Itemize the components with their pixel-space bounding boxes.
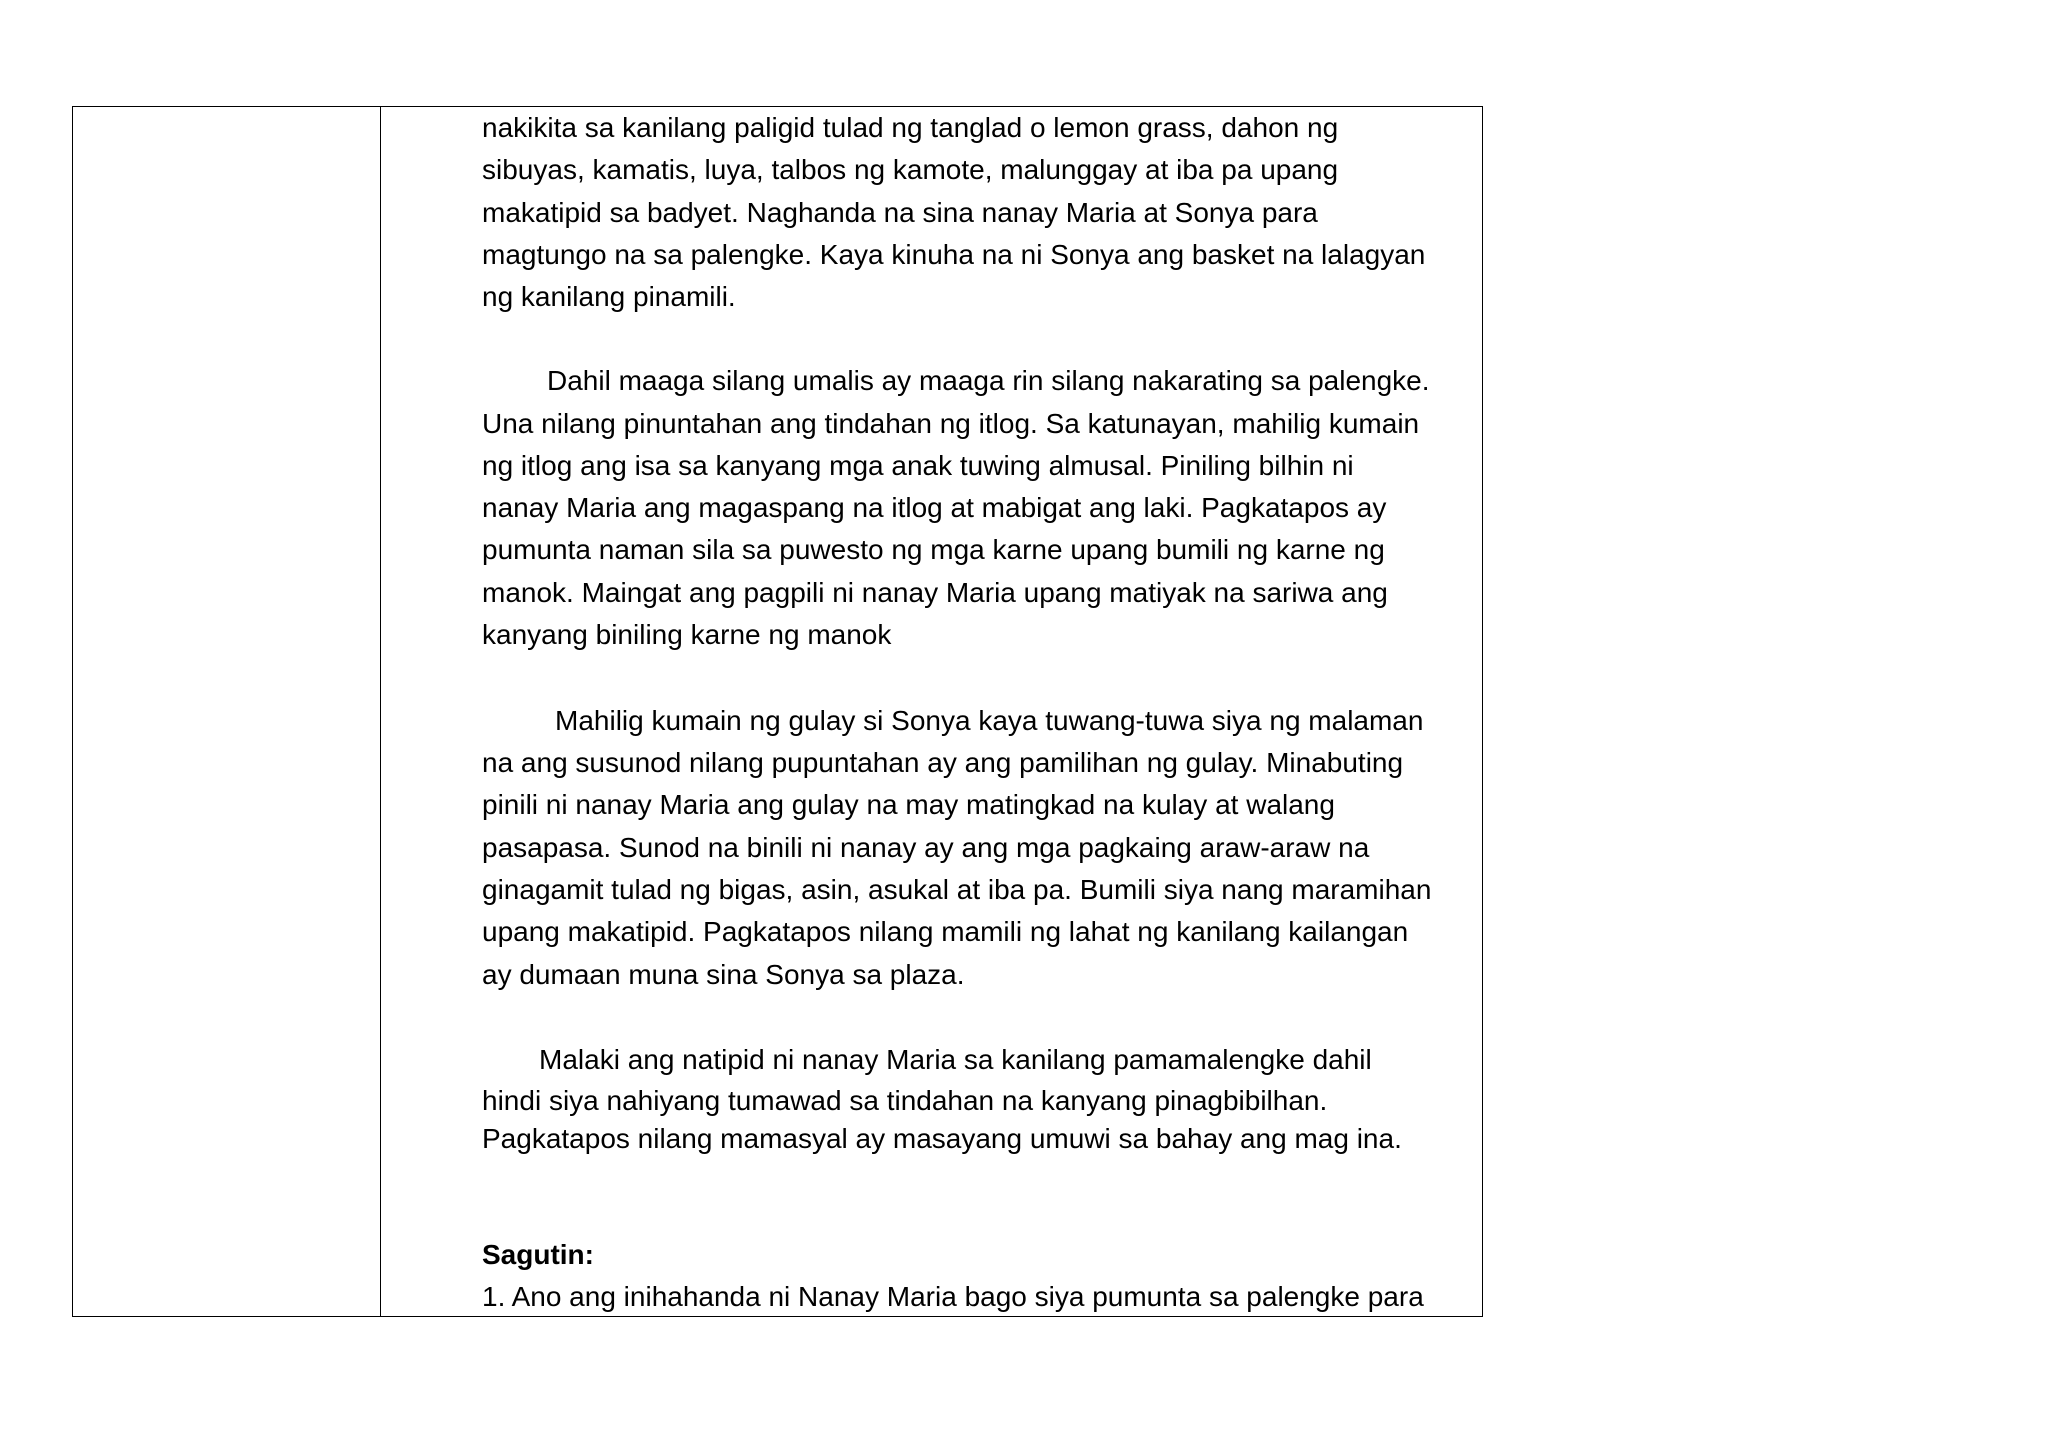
- column-divider: [380, 107, 381, 1316]
- text-line: pumunta naman sila sa puwesto ng mga karne upang bumili ng karne ng: [482, 534, 1385, 565]
- text-line: nakikita sa kanilang paligid tulad ng tanglad o lemon grass, dahon ng: [482, 112, 1339, 143]
- text-line: pinili ni nanay Maria ang gulay na may matingkad na kulay at walang: [482, 789, 1335, 820]
- left-column-cell: [73, 107, 380, 1316]
- text-line: Dahil maaga silang umalis ay maaga rin silang nakarating sa palengke.: [547, 365, 1430, 396]
- question-item: 1. Ano ang inihahanda ni Nanay Maria bago siya pumunta sa palengke para: [482, 1281, 1424, 1312]
- text-line: manok. Maingat ang pagpili ni nanay Maria upang matiyak na sariwa ang: [482, 577, 1388, 608]
- text-line: Malaki ang natipid ni nanay Maria sa kanilang pamamalengke dahil: [539, 1044, 1372, 1075]
- text-line: makatipid sa badyet. Naghanda na sina nanay Maria at Sonya para: [482, 197, 1318, 228]
- text-line: upang makatipid. Pagkatapos nilang mamili ng lahat ng kanilang kailangan: [482, 916, 1409, 947]
- text-line: na ang susunod nilang pupuntahan ay ang pamilihan ng gulay. Minabuting: [482, 747, 1404, 778]
- text-line: Pagkatapos nilang mamasyal ay masayang umuwi sa bahay ang mag ina.: [482, 1123, 1402, 1154]
- text-line: ng kanilang pinamili.: [482, 281, 736, 312]
- text-line: ay dumaan muna sina Sonya sa plaza.: [482, 959, 965, 990]
- text-line: magtungo na sa palengke. Kaya kinuha na ni Sonya ang basket na lalagyan: [482, 239, 1426, 270]
- questions-heading: Sagutin:: [482, 1239, 594, 1270]
- text-line: ng itlog ang isa sa kanyang mga anak tuwing almusal. Piniling bilhin ni: [482, 450, 1354, 481]
- text-line: nanay Maria ang magaspang na itlog at mabigat ang laki. Pagkatapos ay: [482, 492, 1387, 523]
- text-line: Mahilig kumain ng gulay si Sonya kaya tuwang-tuwa siya ng malaman: [555, 705, 1424, 736]
- text-line: Una nilang pinuntahan ang tindahan ng itlog. Sa katunayan, mahilig kumain: [482, 408, 1420, 439]
- text-line: sibuyas, kamatis, luya, talbos ng kamote, malunggay at iba pa upang: [482, 154, 1339, 185]
- text-line: pasapasa. Sunod na binili ni nanay ay ang mga pagkaing araw-araw na: [482, 832, 1370, 863]
- text-line: hindi siya nahiyang tumawad sa tindahan na kanyang pinagbibilhan.: [482, 1085, 1328, 1116]
- text-line: ginagamit tulad ng bigas, asin, asukal at iba pa. Bumili siya nang maramihan: [482, 874, 1432, 905]
- text-line: kanyang biniling karne ng manok: [482, 619, 892, 650]
